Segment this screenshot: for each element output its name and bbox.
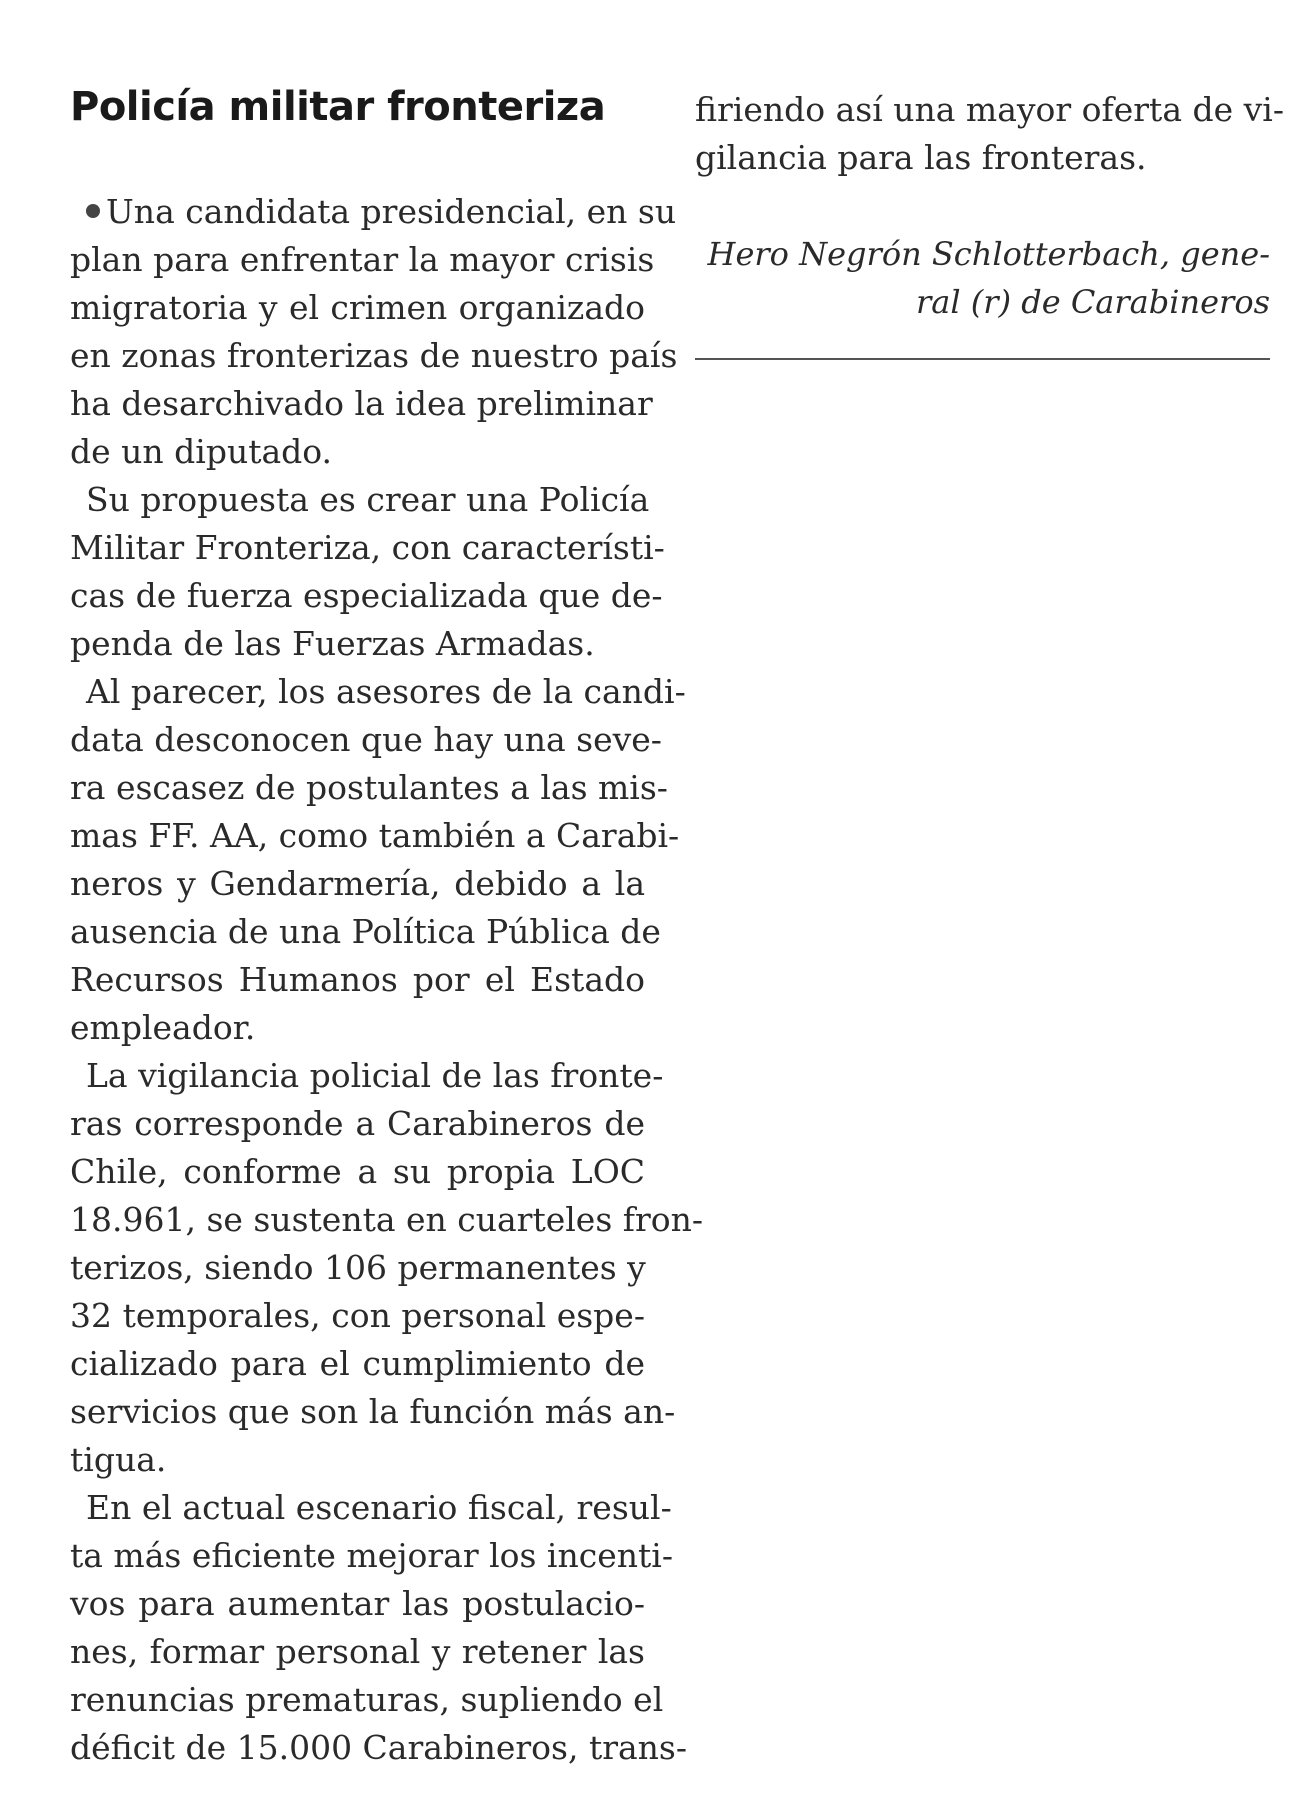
body-line: cializado para el cumplimiento de: [70, 1344, 645, 1383]
body-line: de un diputado.: [70, 432, 333, 471]
body-line: terizos, siendo 106 permanentes y: [70, 1248, 646, 1287]
body-line: Chile, conforme a su propia LOC: [70, 1152, 645, 1191]
body-line: cas de fuerza especializada que de-: [70, 576, 663, 615]
body-line: plan para enfrentar la mayor crisis: [70, 240, 655, 279]
body-line: mas FF. AA, como también a Carabi-: [70, 816, 680, 855]
bullet-icon: [86, 204, 100, 218]
body-line: Recursos Humanos por el Estado: [70, 960, 645, 999]
body-line: vos para aumentar las postulacio-: [70, 1584, 645, 1623]
body-line: Al parecer, los asesores de la candi-: [86, 672, 686, 711]
body-line: migratoria y el crimen organizado: [70, 288, 645, 327]
body-line: Militar Fronteriza, con característi-: [70, 528, 665, 567]
body-line: Una candidata presidencial, en su: [70, 188, 645, 236]
body-line: La vigilancia policial de las fronte-: [86, 1056, 664, 1095]
body-line: gilancia para las fronteras.: [695, 138, 1147, 177]
body-line: déficit de 15.000 Carabineros, trans-: [70, 1728, 687, 1767]
body-line: ra escasez de postulantes a las mis-: [70, 768, 668, 807]
body-line: ausencia de una Política Pública de: [70, 912, 661, 951]
body-line: en zonas fronterizas de nuestro país: [70, 336, 678, 375]
body-line: firiendo así una mayor oferta de vi-: [695, 90, 1284, 129]
body-line: renuncias prematuras, supliendo el: [70, 1680, 664, 1719]
body-line: penda de las Fuerzas Armadas.: [70, 624, 595, 663]
body-line: data desconocen que hay una seve-: [70, 720, 662, 759]
article-title: Policía militar fronteriza: [70, 84, 606, 130]
body-line: tigua.: [70, 1440, 167, 1479]
body-line: 32 temporales, con personal espe-: [70, 1296, 645, 1335]
body-line: ta más eficiente mejorar los incenti-: [70, 1536, 673, 1575]
body-line: neros y Gendarmería, debido a la: [70, 864, 645, 903]
body-line: ha desarchivado la idea preliminar: [70, 384, 653, 423]
author-signature: ral (r) de Carabineros: [916, 283, 1270, 321]
body-line: empleador.: [70, 1008, 256, 1047]
body-line: Su propuesta es crear una Policía: [86, 480, 650, 519]
body-line: servicios que son la función más an-: [70, 1392, 676, 1431]
section-divider: [695, 358, 1270, 360]
body-line: 18.961, se sustenta en cuarteles fron-: [70, 1200, 704, 1239]
body-line: ras corresponde a Carabineros de: [70, 1104, 645, 1143]
body-line: En el actual escenario fiscal, resul-: [86, 1488, 672, 1527]
author-signature: Hero Negrón Schlotterbach, gene-: [707, 235, 1270, 273]
body-line: nes, formar personal y retener las: [70, 1632, 645, 1671]
